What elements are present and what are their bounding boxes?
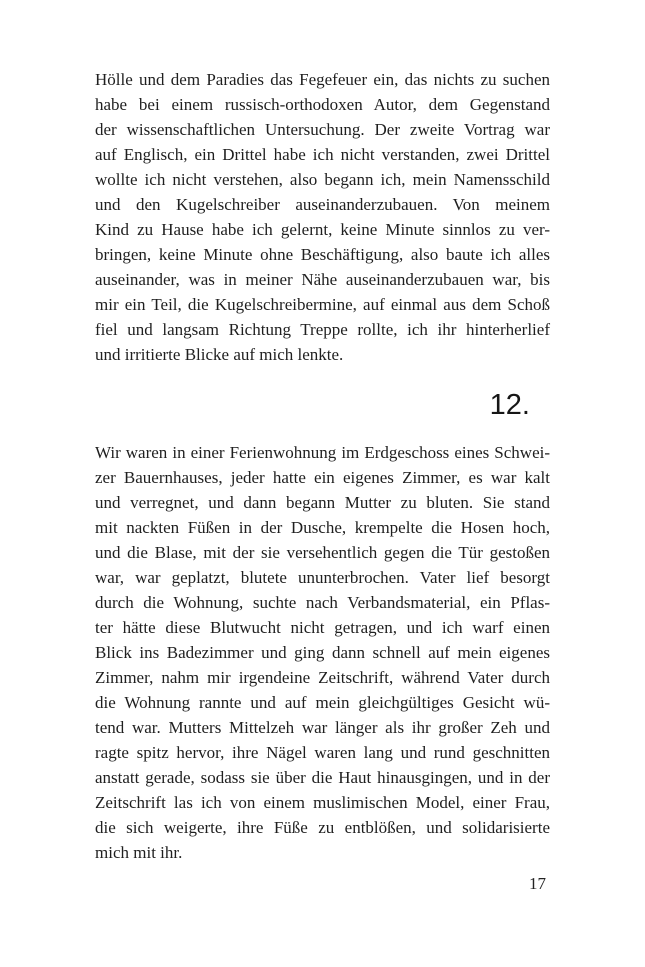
text-line: tend war. Mutters Mittelzeh war länger als ihr großer Zeh und [95, 718, 550, 737]
text-line: habe bei einem russisch-orthodoxen Autor, dem Gegenstand [95, 95, 550, 114]
text-line: und die Blase, mit der sie versehentlich gegen die Tür gestoßen [95, 543, 550, 562]
text-line: ter hätte diese Blutwucht nicht getragen, und ich warf einen [95, 618, 550, 637]
text-line: die sich weigerte, ihre Füße zu entblößen, und solidarisierte [95, 818, 550, 837]
text-line: der wissenschaftlichen Untersuchung. Der zweite Vortrag war [95, 120, 550, 139]
paragraph-1 [95, 67, 550, 367]
text-line: anstatt gerade, sodass sie über die Haut hinausgingen, und in der [95, 768, 550, 787]
text-line: auseinander, was in meiner Nähe auseinanderzubauen war, bis [95, 270, 550, 289]
text-line: durch die Wohnung, suchte nach Verbandsmaterial, ein Pflas- [95, 593, 550, 612]
text-line: wollte ich nicht verstehen, also begann ich, mein Namensschild [95, 170, 550, 189]
text-line: und irritierte Blicke auf mich lenkte. [95, 345, 344, 364]
text-line: Blick ins Badezimmer und ging dann schnell auf mein eigenes [95, 643, 550, 662]
text-line: und verregnet, und dann begann Mutter zu bluten. Sie stand [95, 493, 550, 512]
text-line: Kind zu Hause habe ich gelernt, keine Minute sinnlos zu ver- [95, 220, 550, 239]
text-line: mir ein Teil, die Kugelschreibermine, auf einmal aus dem Schoß [95, 295, 550, 314]
text-line: die Wohnung rannte und auf mein gleichgültiges Gesicht wü- [95, 693, 550, 712]
paragraph-2 [95, 440, 550, 865]
text-line: mich mit ihr. [95, 843, 183, 862]
text-line: Zimmer, nahm mir irgendeine Zeitschrift, während Vater durch [95, 668, 550, 687]
text-line: mit nackten Füßen in der Dusche, krempelte die Hosen hoch, [95, 518, 550, 537]
text-line: ragte spitz hervor, ihre Nägel waren lang und rund geschnitten [95, 743, 550, 762]
text-line: zer Bauernhauses, jeder hatte ein eigenes Zimmer, es war kalt [95, 468, 550, 487]
page-number: 17 [529, 874, 546, 893]
text-line: Zeitschrift las ich von einem muslimischen Model, einer Frau, [95, 793, 550, 812]
text-line: bringen, keine Minute ohne Beschäftigung, also baute ich alles [95, 245, 550, 264]
text-line: auf Englisch, ein Drittel habe ich nicht verstanden, zwei Drittel [95, 145, 550, 164]
section-number-heading: 12. [489, 389, 530, 421]
text-line: war, war geplatzt, blutete ununterbrochen. Vater lief besorgt [95, 568, 550, 587]
text-line: Wir waren in einer Ferienwohnung im Erdgeschoss eines Schwei- [95, 443, 550, 462]
text-line: Hölle und dem Paradies das Fegefeuer ein, das nichts zu suchen [95, 70, 550, 89]
text-line: und den Kugelschreiber auseinanderzubauen. Von meinem [95, 195, 550, 214]
text-line: fiel und langsam Richtung Treppe rollte, ich ihr hinterherlief [95, 320, 550, 339]
